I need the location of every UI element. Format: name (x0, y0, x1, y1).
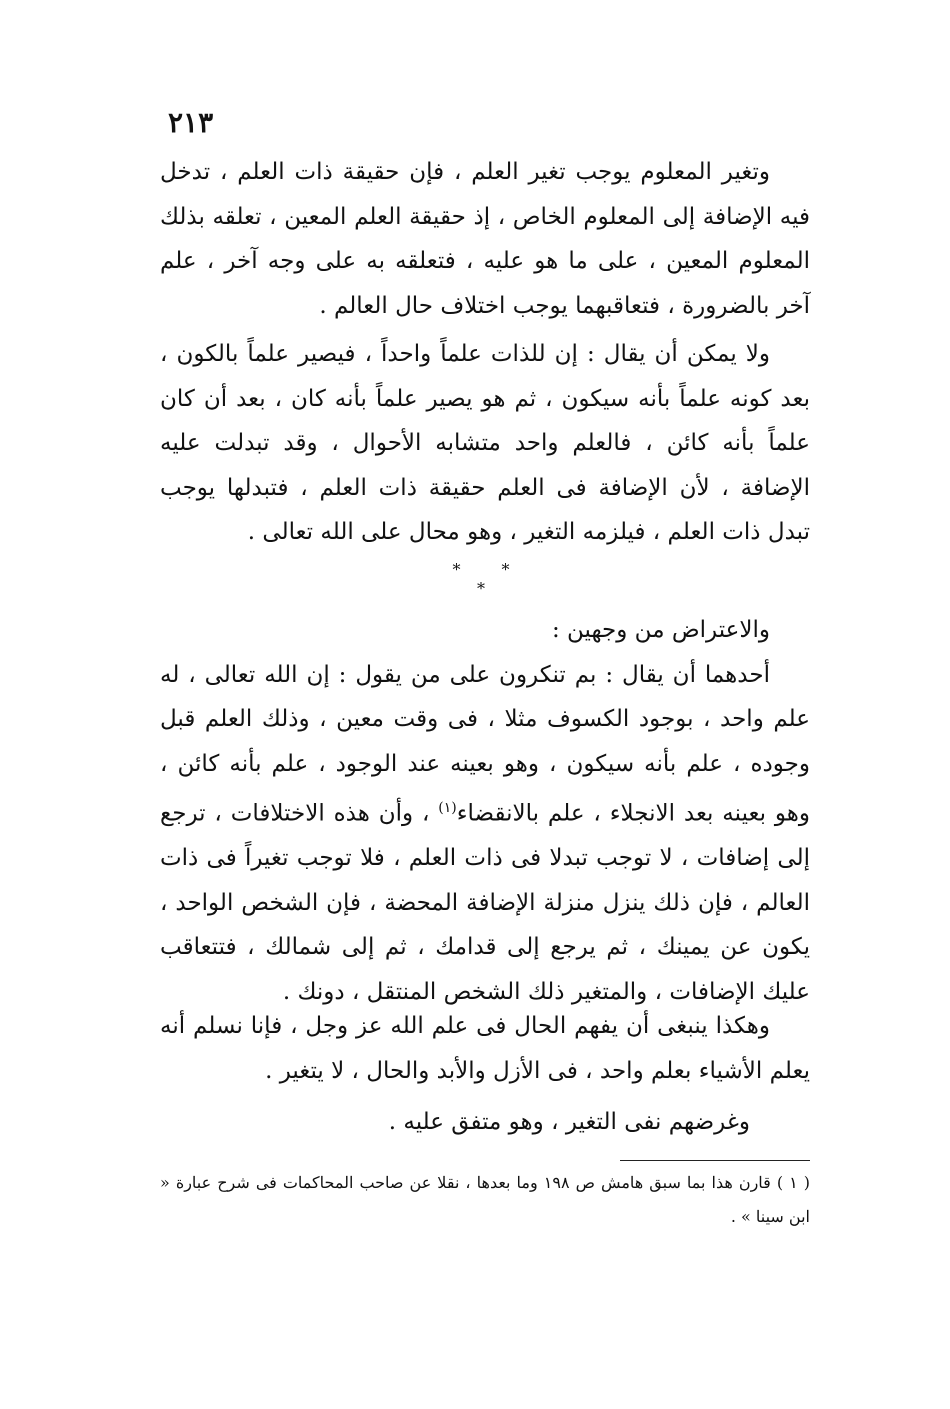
paragraph-6-text: وغرضهم نفى التغير ، وهو متفق عليه . (388, 1109, 750, 1135)
footnote-divider (620, 1160, 810, 1161)
footnote (160, 1166, 810, 1234)
paragraph-4-part-b: ، وأن هذه الاختلافات ، ترجع إلى إضافات ، لا توجب تبدلا فى ذات العلم ، فلا توجب تغيراً فى ذات العالم ، فإن ذلك ينزل منزلة الإضافة المحضة ، فإن الشخص الواحد ، يكون عن يمينك ، ثم يرجع إلى قدامك ، ثم إلى شمالك ، فتتعاقب عليك الإضافات ، والمتغير ذلك الشخص المنتقل ، دونك . (160, 800, 810, 1005)
paragraph-2-text: ولا يمكن أن يقال : إن للذات علماً واحداً ، فيصير علماً بالكون ، بعد كونه علماً بأنه سيكون ، ثم هو يصير علماً بأنه كان ، بعد أن كان علماً بأنه كائن ، فالعلم واحد متشابه الأحوال ، وقد تبدلت عليه الإضافة ، لأن الإضافة فى العلم حقيقة ذات العلم ، فتبدلها يوجب تبدل ذات العلم ، فيلزمه التغير ، وهو محال على الله تعالى . (160, 341, 810, 545)
paragraph-5 (160, 1004, 810, 1093)
paragraph-6 (160, 1100, 810, 1145)
paragraph-4-text (160, 653, 810, 1015)
paragraph-2 (160, 332, 810, 555)
paragraph-3 (160, 608, 810, 1014)
section-separator: * * * (452, 560, 528, 598)
paragraph-3-heading: والاعتراض من وجهين : (551, 617, 770, 643)
paragraph-4-part-a: أحدهما أن يقال : بم تنكرون على من يقول : إن الله تعالى ، له علم واحد ، بوجود الكسوف مثلا ، فى وقت معين ، وذلك العلم قبل وجوده ، علم بأنه سيكون ، وهو بعينه عند الوجود ، علم بأنه كائن ، وهو بعينه بعد الانجلاء ، علم بالانقضاء (160, 661, 810, 827)
footnote-reference: (١) (438, 800, 457, 816)
paragraph-1-text: وتغير المعلوم يوجب تغير العلم ، فإن حقيقة ذات العلم ، تدخل فيه الإضافة إلى المعلوم الخاص ، إذ حقيقة العلم المعين ، تعلقه بذلك المعلوم المعين ، على ما هو عليه ، فتعلقه به على وجه آخر ، علم آخر بالضرورة ، فتعاقبهما يوجب اختلاف حال العالم . (160, 159, 810, 319)
footnote-text: ( ١ ) قارن هذا بما سبق هامش ص ١٩٨ وما بعدها ، نقلا عن صاحب المحاكمات فى شرح عبارة « ابن سينا » . (160, 1173, 811, 1226)
paragraph-5-text: وهكذا ينبغى أن يفهم الحال فى علم الله عز وجل ، فإنا نسلم أنه يعلم الأشياء بعلم واحد ، فى الأزل والأبد والحال ، لا يتغير . (160, 1013, 810, 1084)
paragraph-1 (160, 150, 810, 328)
page-number: ٢١٣ (168, 106, 214, 139)
